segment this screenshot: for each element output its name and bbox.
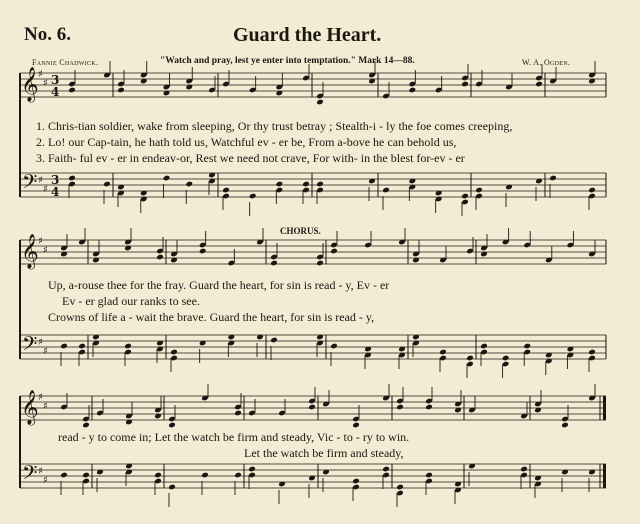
note-head — [234, 472, 242, 479]
note-head — [535, 81, 543, 88]
note-head — [276, 181, 284, 188]
note-head — [249, 193, 257, 200]
hymn-title: Guard the Heart. — [233, 24, 382, 46]
note-head — [170, 349, 178, 356]
sharp-sign-icon: ♯ — [38, 337, 43, 348]
note-head — [78, 343, 86, 350]
treble-clef-icon: 𝄞 — [21, 234, 39, 269]
sharp-sign-icon: ♯ — [38, 69, 43, 80]
note-head — [82, 422, 90, 429]
note-head — [425, 404, 433, 411]
verse-3-line-system-1: 3. Faith- ful ev - er in endeav-or, Rest we need not crave, For with- in the blest for-ev - er — [36, 151, 465, 165]
note-head — [234, 410, 242, 417]
note-head — [68, 87, 76, 94]
chorus-line-1-system-3: read - y to come in; Let the watch be firm and steady, Vic - to - ry to win. — [58, 430, 410, 444]
sharp-sign-icon: ♯ — [43, 78, 48, 89]
note-head — [523, 343, 531, 350]
note-head — [330, 343, 338, 350]
composer-credit: W. A. Ogden. — [522, 58, 571, 67]
note-head — [396, 484, 404, 491]
staff-1 — [20, 61, 606, 105]
sharp-sign-icon: ♯ — [38, 392, 43, 403]
note-head — [466, 355, 474, 362]
time-signature-upper: 3 — [51, 73, 60, 87]
note-head — [475, 187, 483, 194]
note-head — [588, 349, 596, 356]
note-head — [549, 175, 557, 182]
note-head — [409, 87, 417, 94]
note-head — [201, 472, 209, 479]
sharp-sign-icon: ♯ — [43, 475, 48, 486]
note-head — [352, 478, 360, 485]
staff-2 — [20, 172, 606, 216]
note-head — [588, 187, 596, 194]
note-head — [316, 181, 324, 188]
bass-clef-icon: 𝄢 — [22, 170, 38, 198]
note-head — [461, 81, 469, 88]
sharp-sign-icon: ♯ — [43, 245, 48, 256]
note-head — [199, 248, 207, 255]
note-head — [156, 254, 164, 261]
bass-clef-icon: 𝄢 — [22, 332, 38, 360]
note-head — [185, 181, 193, 188]
note-head — [270, 260, 278, 267]
sharp-sign-icon: ♯ — [38, 236, 43, 247]
note-head — [439, 349, 447, 356]
note-head — [168, 422, 176, 429]
verse-3-line-system-2: Crowns of life a - wait the brave. Guard the heart, for sin is read - y, — [48, 310, 375, 324]
chorus-line-2-system-3: Let the watch be firm and steady, — [244, 446, 404, 460]
note-head — [117, 87, 125, 94]
note-head — [330, 248, 338, 255]
note-head — [163, 175, 171, 182]
verse-2-line-system-2: Ev - er glad our ranks to see. — [62, 294, 200, 308]
note-head — [60, 343, 68, 350]
bass-clef-icon: 𝄢 — [22, 461, 38, 489]
note-head — [520, 466, 528, 473]
note-head — [248, 466, 256, 473]
sharp-sign-icon: ♯ — [43, 346, 48, 357]
note-head — [461, 193, 469, 200]
note-head — [316, 99, 324, 106]
scripture-epigraph: "Watch and pray, lest ye enter into temptation." Mark 14—88. — [160, 56, 415, 66]
note-head — [425, 472, 433, 479]
verse-1-line-system-2: Up, a-rouse thee for the fray. Guard the heart, for sin is read - y, Ev - er — [48, 278, 390, 292]
final-bar-thick — [603, 464, 606, 488]
sharp-sign-icon: ♯ — [43, 184, 48, 195]
note-head — [168, 484, 176, 491]
note-head — [480, 343, 488, 350]
time-signature-lower: 4 — [51, 185, 60, 199]
time-signature-lower: 4 — [51, 85, 60, 99]
note-head — [316, 260, 324, 267]
note-head — [103, 181, 111, 188]
verse-2-line-system-1: 2. Lo! our Cap-tain, he hath told us, Watchful ev - er be, From a-bove he can behold us, — [36, 135, 457, 149]
verse-1-line-system-1: 1. Chris-tian soldier, wake from sleeping, Or thy trust betray ; Stealth-i - ly the foe comes creeping, — [36, 119, 513, 133]
sharp-sign-icon: ♯ — [38, 175, 43, 186]
lyricist-credit: Fannie Chadwick. — [32, 58, 99, 67]
note-head — [308, 404, 316, 411]
note-head — [124, 343, 132, 350]
note-head — [68, 175, 76, 182]
note-head — [502, 355, 510, 362]
chorus-label: CHORUS. — [280, 226, 321, 236]
note-head — [154, 472, 162, 479]
treble-clef-icon: 𝄞 — [21, 67, 39, 102]
final-bar-thick — [603, 396, 606, 420]
note-head — [382, 187, 390, 194]
staff-4 — [20, 334, 606, 378]
sharp-sign-icon: ♯ — [38, 466, 43, 477]
note-head — [222, 187, 230, 194]
note-head — [396, 404, 404, 411]
note-head — [60, 472, 68, 479]
staff-6 — [20, 463, 606, 507]
sharp-sign-icon: ♯ — [43, 401, 48, 412]
staff-5 — [20, 384, 606, 428]
hymn-number: No. 6. — [24, 24, 71, 45]
time-signature-upper: 3 — [51, 173, 60, 187]
note-head — [561, 422, 569, 429]
note-head — [270, 337, 278, 344]
treble-clef-icon: 𝄞 — [21, 390, 39, 425]
note-head — [352, 422, 360, 429]
note-head — [302, 181, 310, 188]
note-head — [382, 466, 390, 473]
note-head — [82, 472, 90, 479]
